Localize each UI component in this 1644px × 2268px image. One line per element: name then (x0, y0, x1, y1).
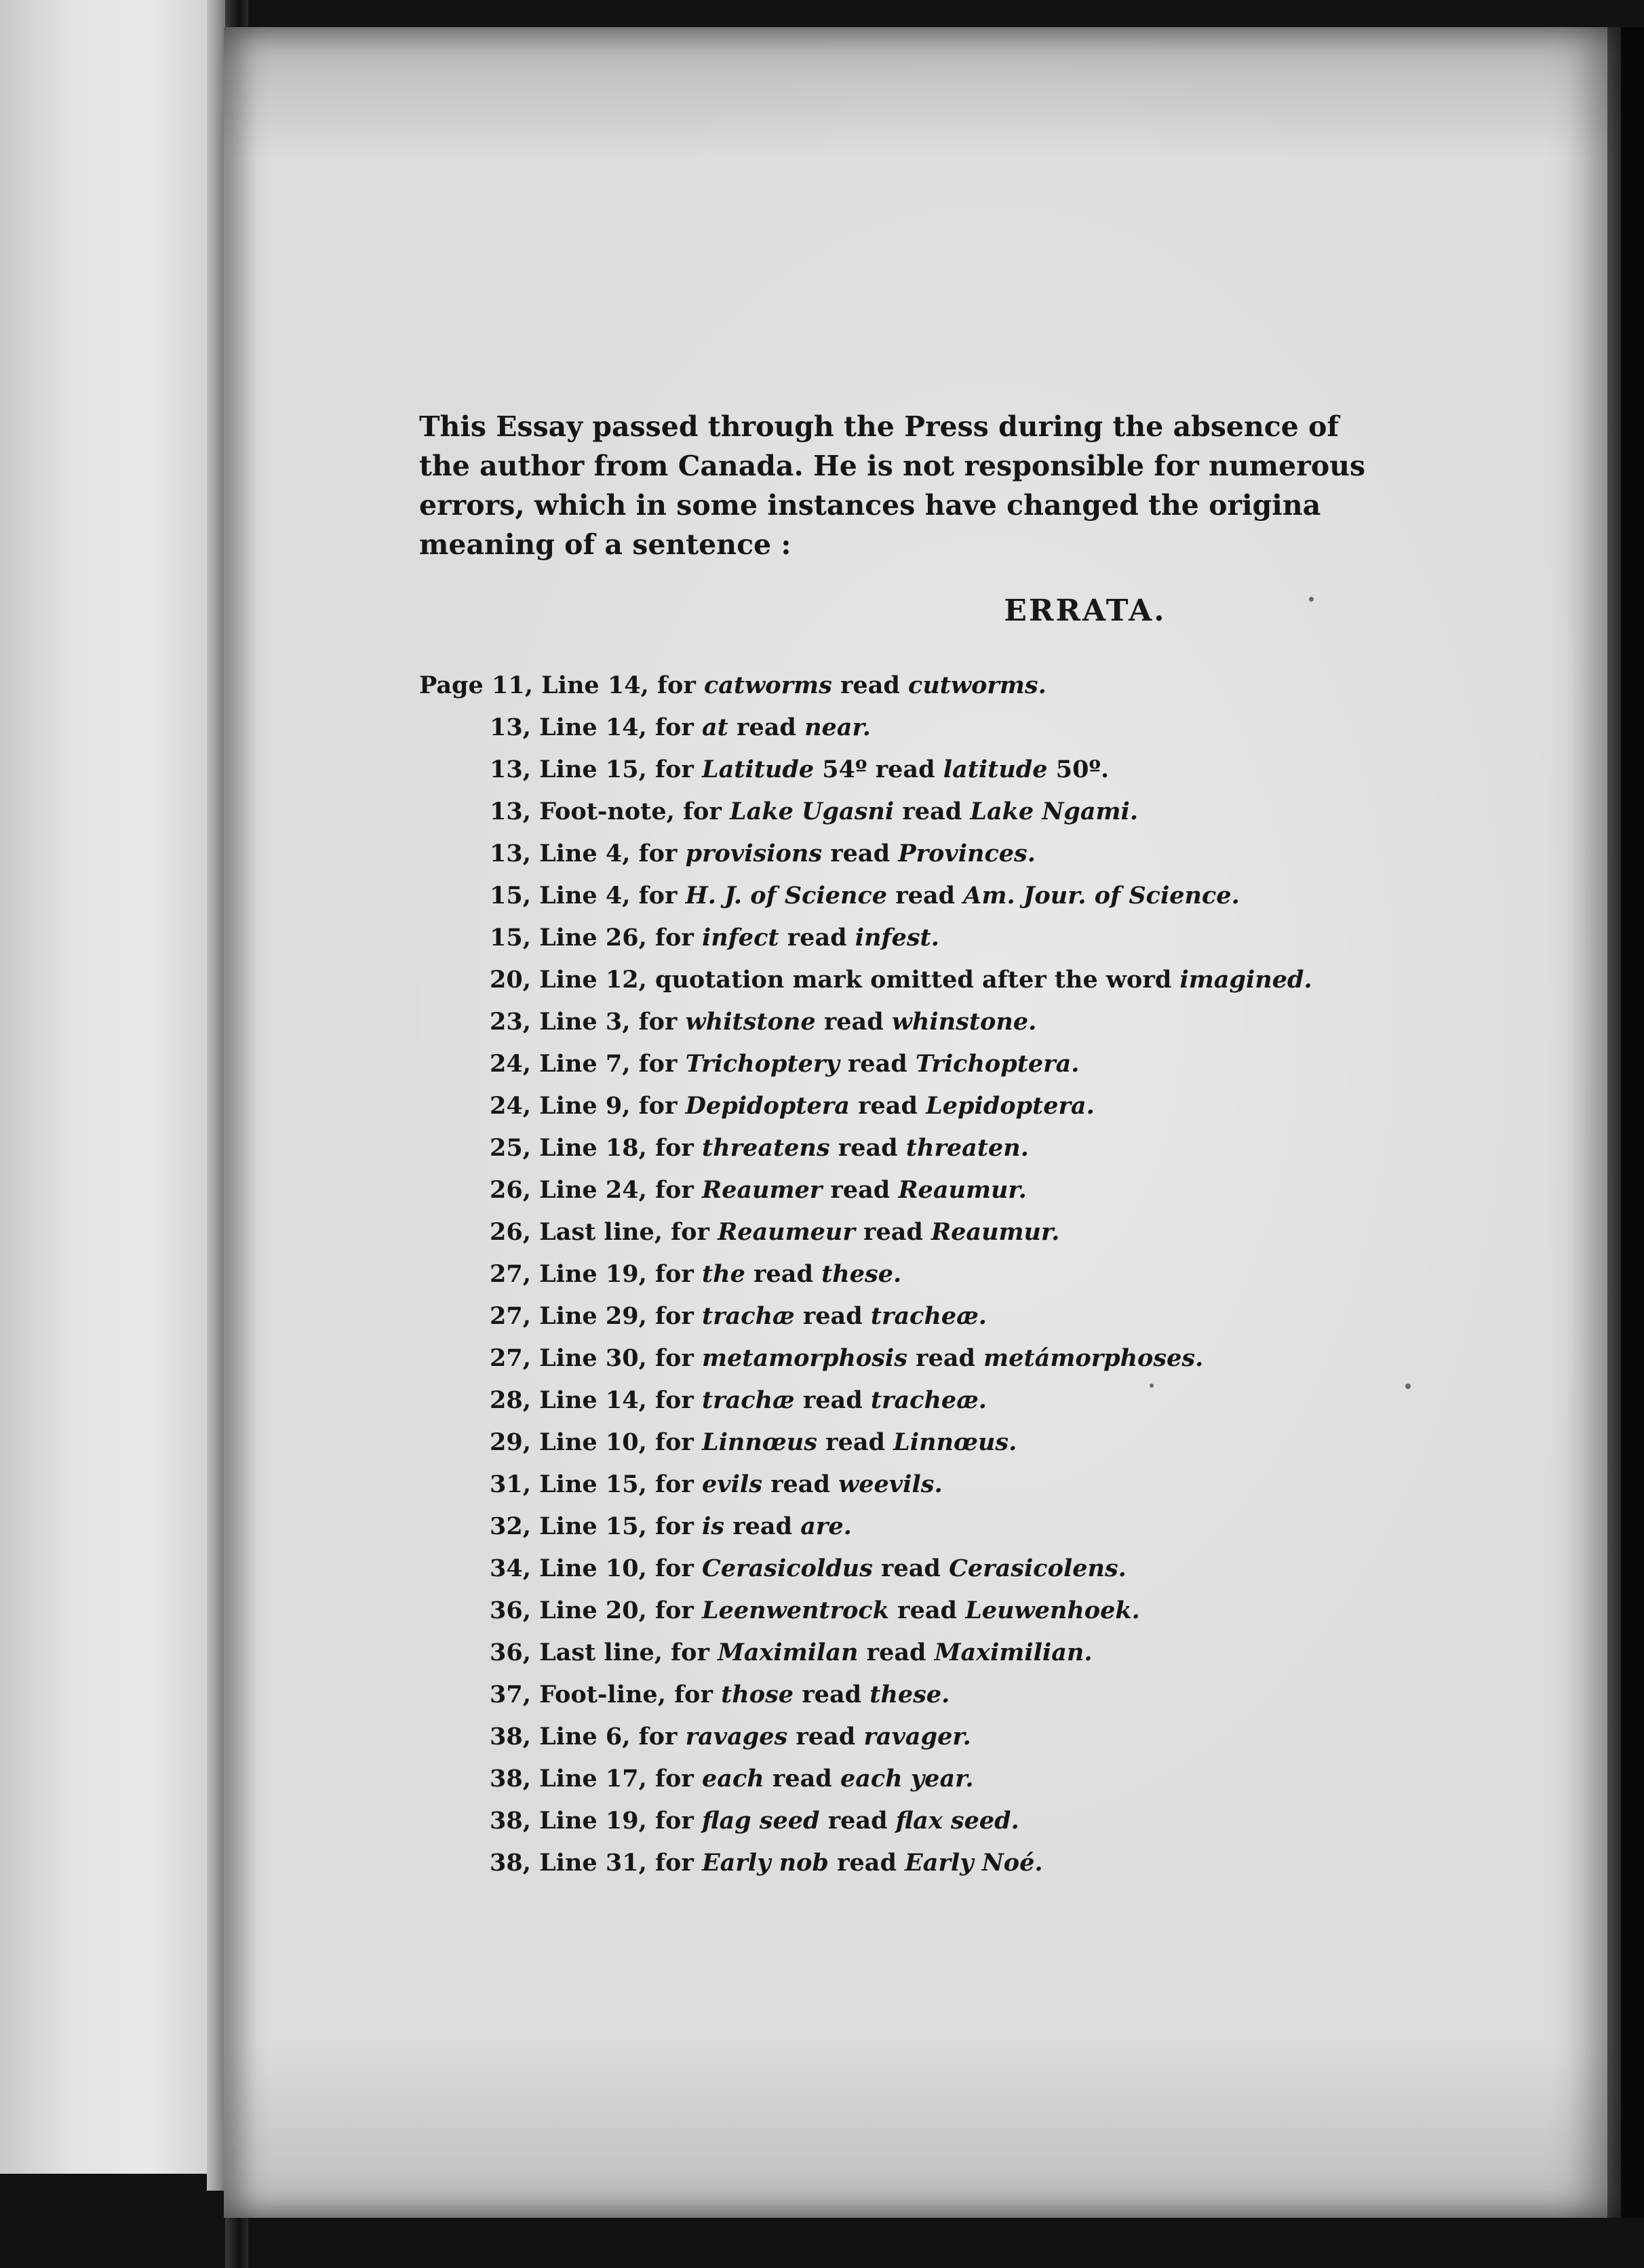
errata-reference: 27, Line 29, (490, 1302, 647, 1330)
errata-reference: 38, Line 19, (490, 1807, 647, 1835)
errata-wrong-word: evils (702, 1470, 762, 1498)
errata-entry (419, 1001, 1572, 1043)
errata-reference: Page 11, Line 14, (419, 671, 649, 699)
errata-read-word: read (827, 1807, 888, 1835)
errata-connector: for (671, 1218, 709, 1246)
errata-reference: 38, Line 17, (490, 1765, 647, 1793)
errata-entry (419, 1548, 1572, 1590)
errata-connector: for (654, 1428, 694, 1456)
errata-wrong-word: Maximilan (718, 1639, 859, 1666)
errata-wrong-word: Latitude (702, 756, 815, 783)
errata-read-word: read (875, 756, 935, 783)
errata-correct-extra: 50º. (1055, 756, 1110, 783)
errata-reference: 37, Foot-line, (490, 1681, 666, 1708)
errata-read-word: read (902, 798, 962, 825)
errata-reference: 24, Line 7, (490, 1050, 631, 1078)
errata-read-word: read (787, 924, 847, 952)
errata-wrong-word: H. J. of Science (685, 882, 888, 910)
errata-wrong-word: Linnœus (702, 1428, 817, 1456)
errata-read-word: read (754, 1260, 813, 1288)
errata-entry (419, 1716, 1572, 1758)
errata-wrong-word: provisions (685, 840, 823, 867)
errata-correct-word: near. (804, 713, 871, 741)
errata-correct-word: are. (800, 1512, 852, 1540)
errata-reference: 26, Last line, (490, 1218, 663, 1246)
errata-correct-word: tracheæ. (870, 1386, 987, 1414)
errata-reference: 28, Line 14, (490, 1386, 647, 1414)
errata-connector: for (671, 1639, 709, 1666)
errata-wrong-extra: 54º (822, 756, 867, 783)
errata-wrong-word: Reaumer (702, 1176, 823, 1204)
errata-correct-word: Reaumur. (898, 1176, 1027, 1204)
errata-correct-word: these. (869, 1681, 950, 1708)
errata-read-word: read (830, 840, 891, 867)
errata-list (419, 665, 1572, 1884)
errata-correct-word: metámorphoses. (983, 1344, 1204, 1372)
notice-line: errors, which in some instances have changed the origina (419, 489, 1321, 522)
errata-correct-word: latitude (943, 756, 1048, 783)
errata-connector: for (654, 1260, 694, 1288)
errata-wrong-word: catworms (703, 671, 832, 699)
notice-paragraph (419, 407, 1572, 564)
errata-reference: 23, Line 3, (490, 1008, 631, 1036)
errata-wrong-word: Trichoptery (685, 1050, 840, 1078)
errata-connector: for (657, 671, 696, 699)
errata-wrong-word: is (702, 1512, 725, 1540)
errata-read-word: read (823, 1008, 884, 1036)
errata-correct-word: whinstone. (891, 1008, 1037, 1036)
errata-reference: 20, Line 12, (490, 966, 647, 994)
errata-wrong-word: flag seed (702, 1807, 820, 1835)
errata-connector: for (654, 924, 694, 952)
errata-connector: for (654, 1597, 694, 1624)
errata-wrong-word: ravages (685, 1723, 788, 1751)
errata-read-word: read (897, 1597, 957, 1624)
errata-correct-word: Am. Jour. of Science. (963, 882, 1240, 910)
errata-correct-word: Lake Ngami. (970, 798, 1139, 825)
left-page-leaf (0, 0, 216, 2174)
errata-connector: for (638, 1723, 678, 1751)
errata-correct-word: Provinces. (898, 840, 1036, 867)
errata-reference: 25, Line 18, (490, 1134, 647, 1162)
errata-correct-word: Maximilian. (934, 1639, 1093, 1666)
errata-wrong-word: Reaumeur (718, 1218, 855, 1246)
errata-reference: 32, Line 15, (490, 1512, 647, 1540)
errata-entry (419, 665, 1572, 707)
errata-reference: 36, Line 20, (490, 1597, 647, 1624)
errata-entry (419, 1169, 1572, 1211)
errata-entry (419, 1043, 1572, 1085)
errata-entry (419, 959, 1572, 1001)
errata-read-word: read (825, 1428, 885, 1456)
errata-read-word: read (866, 1639, 926, 1666)
errata-entry (419, 1758, 1572, 1800)
errata-entry (419, 1632, 1572, 1674)
errata-read-word: read (895, 882, 956, 910)
errata-read-word: read (770, 1470, 830, 1498)
errata-connector: for (654, 1176, 694, 1204)
errata-reference: 29, Line 10, (490, 1428, 647, 1456)
errata-correct-word: these. (821, 1260, 902, 1288)
errata-wrong-word: threatens (702, 1134, 830, 1162)
errata-wrong-word: whitstone (685, 1008, 816, 1036)
errata-connector: for (638, 882, 678, 910)
errata-correct-word: Cerasicolens. (949, 1555, 1127, 1582)
errata-correct-word: cutworms. (908, 671, 1046, 699)
errata-entry (419, 1211, 1572, 1253)
errata-wrong-word: metamorphosis (702, 1344, 907, 1372)
errata-connector: for (654, 1134, 694, 1162)
errata-connector: for (683, 798, 722, 825)
notice-line: the author from Canada. He is not responsible for numerous (419, 450, 1366, 482)
errata-entry (419, 917, 1572, 959)
errata-reference: 27, Line 19, (490, 1260, 647, 1288)
errata-reference: 26, Line 24, (490, 1176, 647, 1204)
errata-connector: quotation mark omitted after the word (654, 966, 1172, 994)
errata-wrong-word: infect (702, 924, 779, 952)
errata-entry (419, 875, 1572, 917)
errata-entry (419, 707, 1572, 749)
errata-correct-word: Linnœus. (893, 1428, 1017, 1456)
errata-read-word: read (881, 1555, 941, 1582)
errata-read-word: read (732, 1512, 793, 1540)
errata-connector: for (654, 713, 694, 741)
errata-entry (419, 749, 1572, 791)
errata-entry (419, 791, 1572, 833)
errata-reference: 38, Line 31, (490, 1849, 647, 1877)
errata-connector: for (638, 1008, 678, 1036)
errata-correct-word: weevils. (838, 1470, 943, 1498)
errata-correct-word: each year. (840, 1765, 974, 1793)
errata-correct-word: Reaumur. (931, 1218, 1060, 1246)
errata-correct-word: imagined. (1179, 966, 1312, 994)
errata-reference: 15, Line 26, (490, 924, 647, 952)
errata-read-word: read (802, 1302, 863, 1330)
errata-wrong-word: Leenwentrock (702, 1597, 889, 1624)
errata-reference: 13, Foot-note, (490, 798, 675, 825)
errata-correct-word: infest. (855, 924, 939, 952)
errata-entry (419, 1422, 1572, 1464)
errata-entry (419, 1674, 1572, 1716)
errata-read-word: read (737, 713, 796, 741)
errata-connector: for (674, 1681, 713, 1708)
errata-read-word: read (772, 1765, 832, 1793)
errata-connector: for (638, 1092, 678, 1120)
errata-read-word: read (802, 1386, 863, 1414)
errata-entry (419, 1380, 1572, 1422)
errata-connector: for (654, 1849, 694, 1877)
errata-wrong-word: those (721, 1681, 794, 1708)
errata-correct-word: flax seed. (895, 1807, 1019, 1835)
errata-entry (419, 833, 1572, 875)
errata-connector: for (654, 1512, 694, 1540)
notice-line: This Essay passed through the Press during the absence of (419, 410, 1339, 443)
errata-read-word: read (863, 1218, 923, 1246)
errata-entry (419, 1085, 1572, 1127)
errata-correct-word: tracheæ. (870, 1302, 987, 1330)
errata-reference: 24, Line 9, (490, 1092, 631, 1120)
errata-entry (419, 1253, 1572, 1295)
errata-reference: 38, Line 6, (490, 1723, 631, 1751)
errata-read-word: read (847, 1050, 907, 1078)
errata-heading: ERRATA. (1004, 593, 1167, 628)
errata-wrong-word: trachæ (702, 1386, 795, 1414)
errata-entry (419, 1506, 1572, 1548)
errata-connector: for (654, 1807, 694, 1835)
errata-correct-word: Early Noé. (905, 1849, 1043, 1877)
errata-wrong-word: Early nob (702, 1849, 829, 1877)
errata-entry (419, 1295, 1572, 1337)
errata-correct-word: Trichoptera. (915, 1050, 1080, 1078)
errata-read-word: read (830, 1176, 891, 1204)
errata-wrong-word: at (702, 713, 728, 741)
errata-entry (419, 1337, 1572, 1380)
errata-entry (419, 1464, 1572, 1506)
errata-connector: for (654, 1765, 694, 1793)
errata-reference: 13, Line 4, (490, 840, 631, 867)
errata-wrong-word: Depidoptera (685, 1092, 850, 1120)
errata-page (224, 27, 1621, 2218)
errata-wrong-word: Cerasicoldus (702, 1555, 873, 1582)
errata-entry (419, 1127, 1572, 1169)
errata-entry (419, 1590, 1572, 1632)
errata-reference: 27, Line 30, (490, 1344, 647, 1372)
errata-read-word: read (858, 1092, 918, 1120)
ink-speck (1405, 1384, 1411, 1389)
errata-connector: for (638, 1050, 678, 1078)
errata-read-word: read (802, 1681, 862, 1708)
errata-entry (419, 1842, 1572, 1884)
errata-connector: for (654, 1470, 694, 1498)
errata-reference: 13, Line 14, (490, 713, 647, 741)
errata-read-word: read (796, 1723, 856, 1751)
notice-line: meaning of a sentence : (419, 528, 791, 561)
errata-entry (419, 1800, 1572, 1842)
errata-reference: 15, Line 4, (490, 882, 631, 910)
errata-wrong-word: Lake Ugasni (730, 798, 895, 825)
errata-connector: for (654, 1344, 694, 1372)
errata-wrong-word: the (702, 1260, 745, 1288)
errata-connector: for (654, 1386, 694, 1414)
errata-connector: for (654, 1555, 694, 1582)
errata-reference: 31, Line 15, (490, 1470, 647, 1498)
errata-reference: 34, Line 10, (490, 1555, 647, 1582)
errata-connector: for (654, 756, 694, 783)
errata-correct-word: threaten. (905, 1134, 1029, 1162)
errata-connector: for (654, 1302, 694, 1330)
errata-reference: 13, Line 15, (490, 756, 647, 783)
ink-speck (1309, 597, 1314, 602)
ink-speck (1150, 1384, 1154, 1388)
errata-read-word: read (916, 1344, 975, 1372)
errata-correct-word: ravager. (863, 1723, 971, 1751)
errata-read-word: read (837, 1849, 897, 1877)
errata-correct-word: Leuwenhoek. (965, 1597, 1140, 1624)
errata-correct-word: Lepidoptera. (926, 1092, 1095, 1120)
errata-wrong-word: trachæ (702, 1302, 795, 1330)
errata-reference: 36, Last line, (490, 1639, 663, 1666)
errata-connector: for (638, 840, 678, 867)
errata-wrong-word: each (702, 1765, 764, 1793)
errata-read-word: read (840, 671, 900, 699)
errata-read-word: read (838, 1134, 898, 1162)
